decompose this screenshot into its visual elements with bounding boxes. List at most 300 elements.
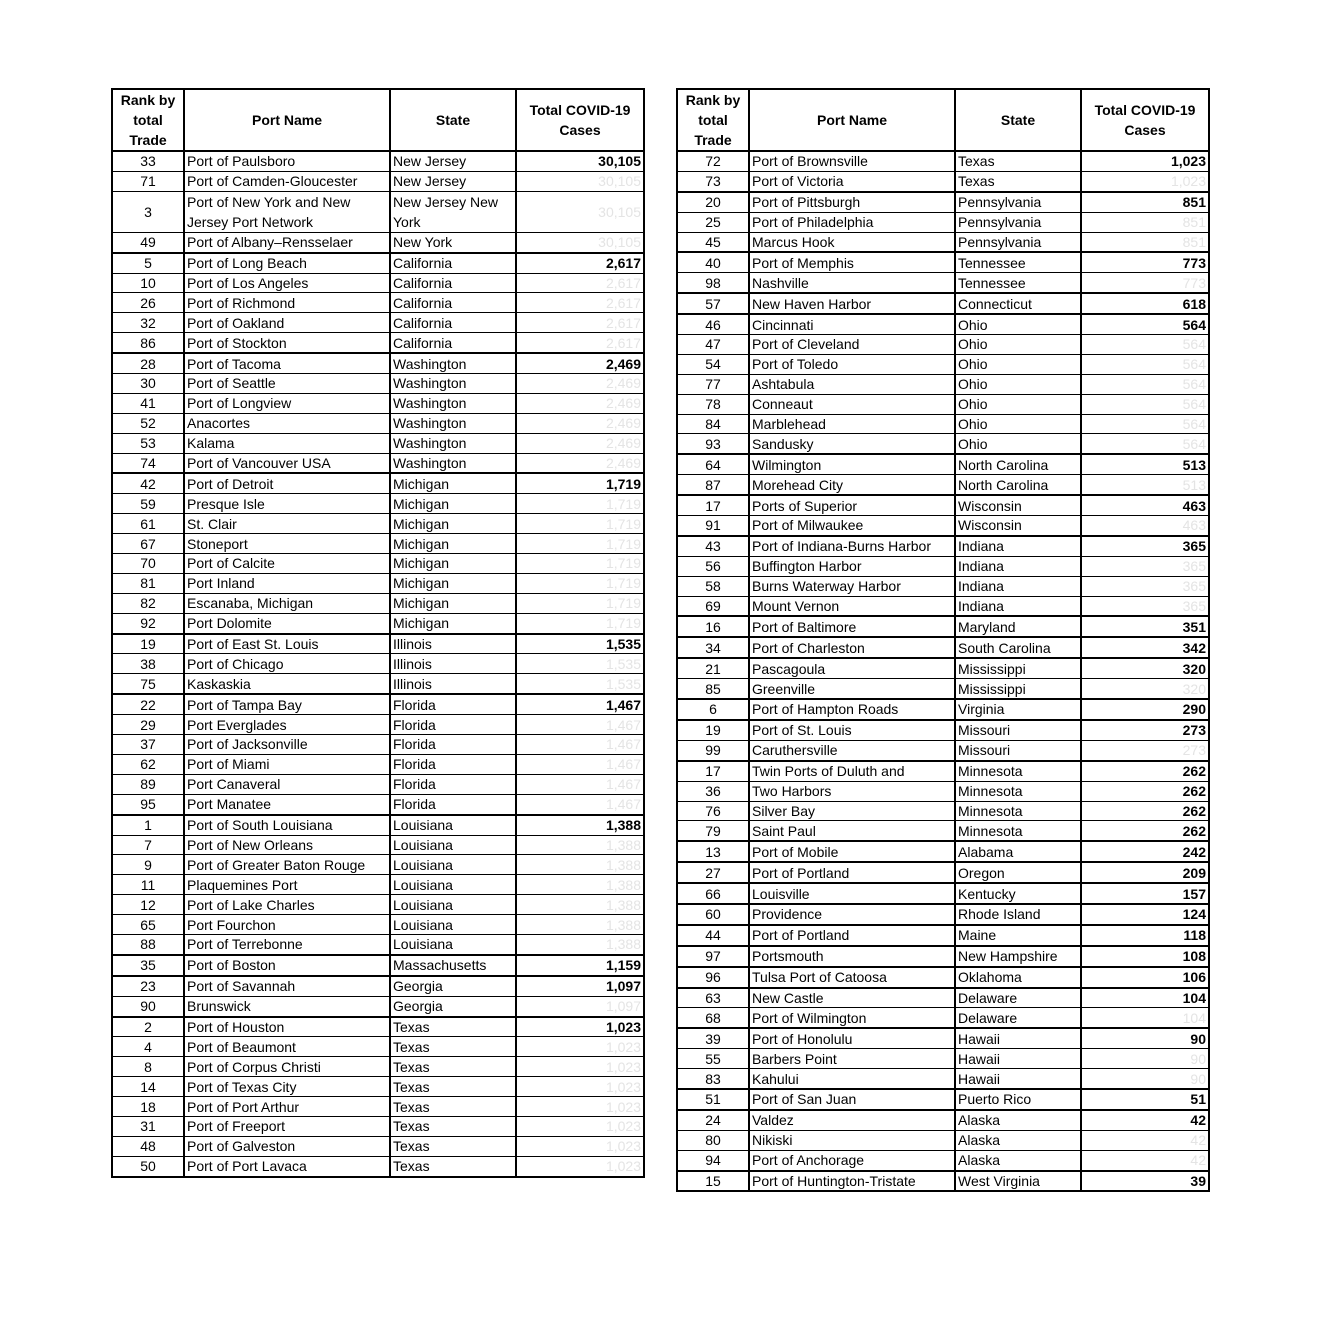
port-name-cell: Port of Jacksonville (184, 735, 390, 755)
cases-cell: 1,535 (516, 634, 644, 654)
port-name-cell: Port of Albany–Rensselaer (184, 232, 390, 252)
cases-cell: 1,719 (516, 494, 644, 514)
cases-cell: 2,469 (516, 453, 644, 473)
cases-cell: 564 (1081, 335, 1209, 355)
rank-cell: 83 (677, 1069, 749, 1089)
table-row (677, 801, 1209, 821)
cases-cell: 290 (1081, 699, 1209, 720)
rank-cell: 13 (677, 841, 749, 862)
cases-cell: 351 (1081, 616, 1209, 637)
port-name-cell: Pascagoula (749, 658, 955, 678)
port-name-cell: Wilmington (749, 454, 955, 474)
rank-cell: 15 (677, 1171, 749, 1192)
state-cell: Tennessee (955, 252, 1081, 272)
state-cell: Indiana (955, 556, 1081, 576)
cases-cell: 564 (1081, 434, 1209, 454)
port-name-cell: Port of Galveston (184, 1136, 390, 1156)
rank-cell: 90 (112, 996, 184, 1016)
cases-cell: 1,388 (516, 835, 644, 855)
cases-cell: 365 (1081, 556, 1209, 576)
table-row (677, 293, 1209, 314)
cases-cell: 1,467 (516, 735, 644, 755)
port-name-cell: Port of Stockton (184, 333, 390, 353)
table-header-row (677, 89, 1209, 151)
port-name-cell: Burns Waterway Harbor (749, 576, 955, 596)
rank-cell: 33 (112, 151, 184, 171)
rank-cell: 27 (677, 862, 749, 883)
table-row (112, 393, 644, 413)
rank-cell: 23 (112, 976, 184, 996)
table-row (677, 988, 1209, 1008)
rank-header: Rank by total Trade (112, 89, 184, 151)
rank-cell: 32 (112, 313, 184, 333)
cases-cell: 273 (1081, 720, 1209, 740)
port-name-cell: Brunswick (184, 996, 390, 1016)
port-name-cell: Mount Vernon (749, 596, 955, 616)
rank-cell: 22 (112, 694, 184, 714)
rank-header: Rank by total Trade (677, 89, 749, 151)
table-row (677, 1008, 1209, 1028)
cases-header: Total COVID-19 Cases (1081, 89, 1209, 151)
state-cell: Delaware (955, 1008, 1081, 1028)
cases-cell: 2,469 (516, 374, 644, 394)
port-name-cell: Port of Los Angeles (184, 273, 390, 293)
port-name-cell: Valdez (749, 1110, 955, 1130)
rank-cell: 5 (112, 253, 184, 273)
port-name-cell: Port of Paulsboro (184, 151, 390, 171)
port-name-cell: Port of Tacoma (184, 353, 390, 373)
rank-cell: 53 (112, 433, 184, 453)
state-cell: Florida (390, 774, 516, 794)
table-row (677, 414, 1209, 434)
table-row (677, 967, 1209, 988)
cases-cell: 90 (1081, 1028, 1209, 1048)
port-name-cell: Port of St. Louis (749, 720, 955, 740)
state-header: State (390, 89, 516, 151)
port-name-cell: Port of Cleveland (749, 335, 955, 355)
rank-cell: 52 (112, 413, 184, 433)
cases-cell: 773 (1081, 273, 1209, 293)
cases-cell: 2,617 (516, 333, 644, 353)
state-cell: Wisconsin (955, 516, 1081, 536)
table-row (112, 976, 644, 996)
rank-cell: 49 (112, 232, 184, 252)
rank-cell: 97 (677, 946, 749, 967)
state-cell: Washington (390, 433, 516, 453)
rank-cell: 48 (112, 1136, 184, 1156)
port-name-cell: Anacortes (184, 413, 390, 433)
port-name-cell: Port Dolomite (184, 613, 390, 633)
rank-cell: 87 (677, 475, 749, 495)
rank-cell: 8 (112, 1057, 184, 1077)
table-row (112, 794, 644, 814)
table-row (677, 679, 1209, 699)
rank-cell: 51 (677, 1089, 749, 1110)
cases-cell: 1,023 (1081, 171, 1209, 191)
port-name-cell: Silver Bay (749, 801, 955, 821)
port-name-cell: Port of South Louisiana (184, 815, 390, 835)
port-name-cell: Sandusky (749, 434, 955, 454)
port-name-cell: Port of Camden-Gloucester (184, 171, 390, 191)
rank-cell: 95 (112, 794, 184, 814)
cases-cell: 564 (1081, 374, 1209, 394)
state-cell: California (390, 313, 516, 333)
cases-cell: 1,023 (516, 1057, 644, 1077)
cases-cell: 30,105 (516, 171, 644, 191)
table-row (677, 536, 1209, 556)
cases-cell: 90 (1081, 1049, 1209, 1069)
port-name-cell: Port of Hampton Roads (749, 699, 955, 720)
table-row (677, 616, 1209, 637)
state-cell: Michigan (390, 494, 516, 514)
cases-cell: 1,159 (516, 955, 644, 976)
state-cell: Texas (390, 1156, 516, 1176)
table-row (677, 556, 1209, 576)
rank-cell: 91 (677, 516, 749, 536)
port-name-cell: Port of Charleston (749, 637, 955, 658)
state-cell: Rhode Island (955, 904, 1081, 925)
table-row (112, 554, 644, 574)
port-name-cell: Port of New Orleans (184, 835, 390, 855)
cases-cell: 1,467 (516, 774, 644, 794)
table-row (677, 862, 1209, 883)
cases-cell: 1,467 (516, 694, 644, 714)
port-name-cell: Nikiski (749, 1130, 955, 1150)
table-row (677, 232, 1209, 252)
port-name-cell: Port of Philadelphia (749, 212, 955, 232)
table-row (677, 454, 1209, 474)
state-cell: Maryland (955, 616, 1081, 637)
state-cell: Texas (390, 1017, 516, 1037)
port-name-cell: Port of Tampa Bay (184, 694, 390, 714)
rank-cell: 74 (112, 453, 184, 473)
state-cell: New Jersey New York (390, 191, 516, 232)
state-cell: Florida (390, 754, 516, 774)
port-name-cell: Port Fourchon (184, 915, 390, 935)
cases-cell: 262 (1081, 781, 1209, 801)
rank-cell: 99 (677, 740, 749, 760)
state-cell: Louisiana (390, 815, 516, 835)
rank-cell: 86 (112, 333, 184, 353)
cases-cell: 1,467 (516, 794, 644, 814)
cases-cell: 564 (1081, 394, 1209, 414)
state-cell: West Virginia (955, 1171, 1081, 1192)
state-cell: California (390, 333, 516, 353)
port-name-cell: Port of Oakland (184, 313, 390, 333)
cases-cell: 513 (1081, 454, 1209, 474)
cases-cell: 851 (1081, 232, 1209, 252)
state-cell: Hawaii (955, 1069, 1081, 1089)
table-row (677, 740, 1209, 760)
table-row (112, 353, 644, 373)
port-name-cell: Port of Beaumont (184, 1037, 390, 1057)
cases-cell: 1,097 (516, 976, 644, 996)
table-row (112, 171, 644, 191)
rank-cell: 75 (112, 674, 184, 694)
rank-cell: 94 (677, 1150, 749, 1170)
state-cell: Michigan (390, 573, 516, 593)
state-cell: Texas (955, 171, 1081, 191)
rank-cell: 57 (677, 293, 749, 314)
cases-cell: 1,719 (516, 534, 644, 554)
port-name-cell: Port of Huntington-Tristate (749, 1171, 955, 1192)
rank-cell: 29 (112, 715, 184, 735)
state-cell: Washington (390, 353, 516, 373)
cases-cell: 1,388 (516, 815, 644, 835)
table-row (677, 212, 1209, 232)
table-row (677, 576, 1209, 596)
state-cell: Alaska (955, 1150, 1081, 1170)
port-name-cell: Saint Paul (749, 821, 955, 841)
rank-cell: 35 (112, 955, 184, 976)
port-name-cell: Providence (749, 904, 955, 925)
cases-cell: 1,023 (516, 1077, 644, 1097)
table-row (677, 821, 1209, 841)
state-cell: Alaska (955, 1110, 1081, 1130)
state-cell: Oklahoma (955, 967, 1081, 988)
rank-cell: 42 (112, 473, 184, 493)
state-cell: Pennsylvania (955, 212, 1081, 232)
state-cell: Ohio (955, 374, 1081, 394)
cases-cell: 42 (1081, 1130, 1209, 1150)
state-cell: Texas (390, 1057, 516, 1077)
table-row (677, 475, 1209, 495)
port-name-cell: Port of Richmond (184, 293, 390, 313)
cases-cell: 1,023 (516, 1017, 644, 1037)
table-row (677, 761, 1209, 781)
state-cell: Hawaii (955, 1028, 1081, 1048)
rank-cell: 77 (677, 374, 749, 394)
state-cell: Alabama (955, 841, 1081, 862)
table-row (112, 934, 644, 954)
state-cell: Puerto Rico (955, 1089, 1081, 1110)
port-name-cell: Nashville (749, 273, 955, 293)
table-row (677, 904, 1209, 925)
port-name-cell: Kaskaskia (184, 674, 390, 694)
port-name-cell: New Haven Harbor (749, 293, 955, 314)
state-cell: Texas (390, 1116, 516, 1136)
table-row (677, 394, 1209, 414)
table-row (677, 925, 1209, 946)
rank-cell: 26 (112, 293, 184, 313)
cases-cell: 118 (1081, 925, 1209, 946)
state-cell: Ohio (955, 394, 1081, 414)
rank-cell: 68 (677, 1008, 749, 1028)
cases-cell: 320 (1081, 658, 1209, 678)
table-row (112, 1156, 644, 1176)
port-name-cell: Port of Port Arthur (184, 1097, 390, 1117)
state-cell: Michigan (390, 514, 516, 534)
state-cell: Minnesota (955, 761, 1081, 781)
state-cell: Washington (390, 393, 516, 413)
table-row (112, 1097, 644, 1117)
table-row (112, 955, 644, 976)
table-row (112, 273, 644, 293)
state-cell: Florida (390, 794, 516, 814)
table-row (112, 915, 644, 935)
state-cell: Connecticut (955, 293, 1081, 314)
port-name-cell: Cincinnati (749, 314, 955, 334)
cases-cell: 1,719 (516, 473, 644, 493)
rank-cell: 6 (677, 699, 749, 720)
state-cell: Illinois (390, 654, 516, 674)
state-cell: Kentucky (955, 883, 1081, 904)
table-row (677, 699, 1209, 720)
state-cell: Ohio (955, 414, 1081, 434)
cases-cell: 2,617 (516, 253, 644, 273)
port-name-cell: Buffington Harbor (749, 556, 955, 576)
rank-cell: 78 (677, 394, 749, 414)
state-cell: Louisiana (390, 835, 516, 855)
cases-cell: 851 (1081, 212, 1209, 232)
rank-cell: 47 (677, 335, 749, 355)
table-row (112, 1037, 644, 1057)
rank-cell: 93 (677, 434, 749, 454)
cases-cell: 1,535 (516, 654, 644, 674)
port-name-cell: Port of Chicago (184, 654, 390, 674)
rank-cell: 11 (112, 875, 184, 895)
rank-cell: 24 (677, 1110, 749, 1130)
table-row (677, 658, 1209, 678)
rank-cell: 67 (112, 534, 184, 554)
rank-cell: 43 (677, 536, 749, 556)
port-name-cell: Portsmouth (749, 946, 955, 967)
state-cell: Wisconsin (955, 495, 1081, 515)
table-row (677, 1171, 1209, 1192)
rank-cell: 30 (112, 374, 184, 394)
rank-cell: 92 (112, 613, 184, 633)
port-name-cell: Port of Lake Charles (184, 895, 390, 915)
rank-cell: 69 (677, 596, 749, 616)
rank-cell: 1 (112, 815, 184, 835)
state-cell: Louisiana (390, 934, 516, 954)
cases-cell: 365 (1081, 596, 1209, 616)
rank-cell: 55 (677, 1049, 749, 1069)
cases-cell: 1,023 (516, 1116, 644, 1136)
port-name-cell: Escanaba, Michigan (184, 593, 390, 613)
port-name-cell: Conneaut (749, 394, 955, 414)
cases-cell: 262 (1081, 801, 1209, 821)
cases-cell: 1,719 (516, 514, 644, 534)
cases-cell: 1,388 (516, 895, 644, 915)
table-header-row (112, 89, 644, 151)
rank-cell: 40 (677, 252, 749, 272)
table-row (677, 192, 1209, 212)
port-name-cell: Presque Isle (184, 494, 390, 514)
cases-cell: 157 (1081, 883, 1209, 904)
table-row (112, 333, 644, 353)
table-row (112, 735, 644, 755)
table-row (112, 534, 644, 554)
rank-cell: 85 (677, 679, 749, 699)
cases-cell: 2,469 (516, 433, 644, 453)
rank-cell: 62 (112, 754, 184, 774)
table-row (677, 883, 1209, 904)
rank-cell: 41 (112, 393, 184, 413)
table-row (677, 1049, 1209, 1069)
table-row (112, 494, 644, 514)
state-cell: Louisiana (390, 875, 516, 895)
state-cell: Florida (390, 694, 516, 714)
state-cell: Florida (390, 735, 516, 755)
table-row (112, 313, 644, 333)
state-cell: California (390, 293, 516, 313)
cases-cell: 1,023 (516, 1156, 644, 1176)
rank-cell: 80 (677, 1130, 749, 1150)
cases-cell: 564 (1081, 414, 1209, 434)
rank-cell: 89 (112, 774, 184, 794)
state-cell: Michigan (390, 554, 516, 574)
table-row (677, 252, 1209, 272)
state-cell: Washington (390, 413, 516, 433)
rank-cell: 76 (677, 801, 749, 821)
table-row (112, 1116, 644, 1136)
cases-cell: 2,469 (516, 393, 644, 413)
state-cell: Michigan (390, 613, 516, 633)
port-name-cell: Barbers Point (749, 1049, 955, 1069)
cases-cell: 1,467 (516, 754, 644, 774)
port-name-cell: Kalama (184, 433, 390, 453)
port-name-cell: Port of Port Lavaca (184, 1156, 390, 1176)
port-name-cell: New Castle (749, 988, 955, 1008)
state-cell: Pennsylvania (955, 192, 1081, 212)
state-cell: New Jersey (390, 171, 516, 191)
state-cell: Missouri (955, 740, 1081, 760)
table-row (112, 613, 644, 633)
rank-cell: 82 (112, 593, 184, 613)
state-cell: Washington (390, 453, 516, 473)
table-row (677, 335, 1209, 355)
table-row (112, 654, 644, 674)
state-cell: Texas (390, 1037, 516, 1057)
state-cell: Michigan (390, 534, 516, 554)
port-name-cell: Port of Indiana-Burns Harbor (749, 536, 955, 556)
state-cell: North Carolina (955, 454, 1081, 474)
table-row (677, 374, 1209, 394)
cases-cell: 1,719 (516, 573, 644, 593)
cases-cell: 2,617 (516, 293, 644, 313)
rank-cell: 19 (677, 720, 749, 740)
state-cell: Texas (955, 151, 1081, 171)
cases-cell: 365 (1081, 536, 1209, 556)
port-name-cell: Port of Long Beach (184, 253, 390, 273)
table-row (112, 715, 644, 735)
table-row (112, 253, 644, 273)
table-row (677, 1028, 1209, 1048)
cases-cell: 262 (1081, 761, 1209, 781)
state-cell: Indiana (955, 596, 1081, 616)
rank-cell: 37 (112, 735, 184, 755)
rank-cell: 34 (677, 637, 749, 658)
state-cell: Indiana (955, 576, 1081, 596)
state-cell: Mississippi (955, 658, 1081, 678)
rank-cell: 38 (112, 654, 184, 674)
port-name-cell: Tulsa Port of Catoosa (749, 967, 955, 988)
state-cell: Texas (390, 1077, 516, 1097)
rank-cell: 44 (677, 925, 749, 946)
rank-cell: 63 (677, 988, 749, 1008)
port-name-header: Port Name (184, 89, 390, 151)
rank-cell: 64 (677, 454, 749, 474)
rank-cell: 18 (112, 1097, 184, 1117)
port-name-cell: Port of Anchorage (749, 1150, 955, 1170)
table-row (112, 413, 644, 433)
state-cell: Minnesota (955, 781, 1081, 801)
rank-cell: 39 (677, 1028, 749, 1048)
state-cell: Louisiana (390, 855, 516, 875)
table-row (677, 1069, 1209, 1089)
rank-cell: 71 (112, 171, 184, 191)
